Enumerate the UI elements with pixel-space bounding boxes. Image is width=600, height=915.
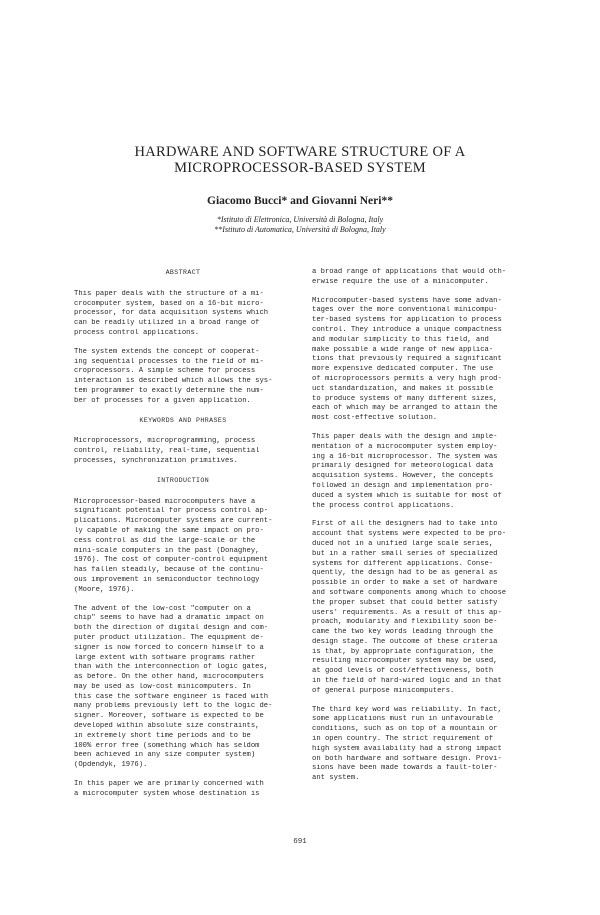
right-column xyxy=(312,268,530,793)
affiliation-2: **Istituto di Automatica, Università di Bologna, Italy xyxy=(214,225,386,234)
text-line: each of which may be arranged to attain the xyxy=(312,404,498,413)
continuation-paragraph xyxy=(312,268,530,288)
intro-paragraph-3 xyxy=(74,780,292,800)
text-line: duced not in a unified large scale series, xyxy=(312,539,494,548)
text-line: been achieved in any size computer system) xyxy=(74,751,256,760)
text-line: a microcomputer system whose destination is xyxy=(74,789,260,798)
text-line: Microprocessor-based microcomputers have a xyxy=(74,497,256,506)
body-paragraph-2 xyxy=(312,433,530,511)
text-line: the process control applications. xyxy=(312,501,455,510)
keywords-heading: KEYWORDS AND PHRASES xyxy=(139,416,227,424)
text-line: sions have been made towards a fault-toler- xyxy=(312,764,498,773)
text-line: ing sequential processes to the field of mi- xyxy=(74,357,264,366)
text-line: make possible a wide range of new applica- xyxy=(312,345,494,354)
text-line: some applications must run in unfavourable xyxy=(312,715,494,724)
text-line: The system extends the concept of cooperat- xyxy=(74,347,260,356)
title-line-2: MICROPROCESSOR-BASED SYSTEM xyxy=(174,160,426,176)
authors: Giacomo Bucci* and Giovanni Neri** xyxy=(207,195,393,207)
text-line: crocomputer system, based on a 16-bit micro- xyxy=(74,299,264,308)
text-line: signer is now forced to concern himself to a xyxy=(74,643,264,652)
body-paragraph-4 xyxy=(312,706,530,784)
text-line: This paper deals with the design and imple- xyxy=(312,432,498,441)
text-line: followed in design and implementation pro- xyxy=(312,481,494,490)
abstract-heading: ABSTRACT xyxy=(165,269,201,276)
text-line: the proper subset that could better satisfy xyxy=(312,598,498,607)
text-line: chip" seems to have had a dramatic impact on xyxy=(74,614,264,623)
text-line: tages over the more conventional minicompu- xyxy=(312,306,498,315)
body-paragraph-3 xyxy=(312,520,530,696)
text-line: mentation of a microcomputer system employ- xyxy=(312,442,498,451)
text-line: came the two key words leading through the xyxy=(312,628,494,637)
text-line: processor, for data acquisition systems which xyxy=(74,309,269,318)
text-line: ing a 16-bit microprocessor. The system was xyxy=(312,452,498,461)
text-line: interaction is described which allows the sys- xyxy=(74,377,273,386)
text-line: duced a system which is suitable for most of xyxy=(312,491,502,500)
text-line: in the field of hard-wired logic and in that xyxy=(312,677,502,686)
text-line: in extremely short time periods and to be xyxy=(74,731,251,740)
text-line: In this paper we are primarly concerned with xyxy=(74,780,264,789)
text-line: of microprocessors permits a very high prod- xyxy=(312,374,502,383)
text-line: both the direction of digital design and com- xyxy=(74,624,269,633)
text-line: processes, synchronization primitives. xyxy=(74,456,238,465)
text-line: in open country. The strict requirement of xyxy=(312,735,494,744)
text-line: tions that previously required a significant xyxy=(312,355,502,364)
text-line: ant system. xyxy=(312,774,360,783)
abstract-paragraph-2 xyxy=(74,348,292,407)
text-line: is that, by appropriate configuration, the xyxy=(312,647,494,656)
text-line: has fallen steadily, because of the continu- xyxy=(74,566,264,575)
text-line: developed within absolute size constraints, xyxy=(74,722,260,731)
text-line: mini-scale computers in the past (Donaghey, xyxy=(74,546,260,555)
text-line: This paper deals with the structure of a mi- xyxy=(74,289,264,298)
text-line: more expensive dedicated computer. The use xyxy=(312,365,494,374)
text-line: and software components among which to choose xyxy=(312,588,507,597)
text-line: and modular simplicity to this field, and xyxy=(312,335,489,344)
text-line: Microprocessors, microprogramming, process xyxy=(74,437,256,446)
text-line: control. They introduce a unique compactness xyxy=(312,325,502,334)
text-line: of general purpose minicomputers. xyxy=(312,686,455,695)
text-line: but in a rather small series of specialized xyxy=(312,549,498,558)
text-line: 100% error free (something which has seldom xyxy=(74,741,260,750)
page-number: 691 xyxy=(293,838,307,846)
affiliation-1: *Istituto di Elettronica, Università di Bologna, Italy xyxy=(216,215,384,224)
text-line: than with the interconnection of logic gates, xyxy=(74,663,269,672)
left-column xyxy=(74,268,292,809)
text-line: signer. Moreover, software is expected to be xyxy=(74,712,264,721)
text-line: erwise require the use of a minicomputer. xyxy=(312,277,489,286)
text-line: The third key word was reliability. In fact, xyxy=(312,705,502,714)
text-line: large extent with software programs rather xyxy=(74,653,256,662)
text-line: as before. On the other hand, microcomputers xyxy=(74,673,264,682)
text-line: ous improvement in semiconductor technology xyxy=(74,575,260,584)
text-line: control, reliability, real-time, sequential xyxy=(74,447,260,456)
title-line-1: HARDWARE AND SOFTWARE STRUCTURE OF A xyxy=(134,144,466,160)
text-line: Microcomputer-based systems have some advan- xyxy=(312,296,502,305)
text-line: most cost-effective solution. xyxy=(312,414,438,423)
text-line: proach, modularity and flexibility soon be- xyxy=(312,618,498,627)
text-line: may be used as low-cost minicomputers. In xyxy=(74,682,251,691)
text-line: at good levels of cost/effectiveness, both xyxy=(312,667,494,676)
text-line: quently, the design had to be as general as xyxy=(312,569,498,578)
text-line: cess control as did the large-scale or the xyxy=(74,536,256,545)
introduction-heading: INTRODUCTION xyxy=(156,476,210,484)
text-line: process control applications. xyxy=(74,328,200,337)
text-line: systems for different applications. Conse- xyxy=(312,559,494,568)
abstract-paragraph-1 xyxy=(74,290,292,339)
text-line: tem programmer to exactly determine the num- xyxy=(74,386,264,395)
text-line: ter-based systems for application to process xyxy=(312,316,502,325)
text-line: (Moore, 1976). xyxy=(74,585,135,594)
text-line: design stage. The outcome of these criteria xyxy=(312,637,498,646)
text-line: The advent of the low-cost "computer on a xyxy=(74,604,251,613)
text-line: many problems previously left to the logic de- xyxy=(74,702,273,711)
text-line: uct standardization, and makes it possible xyxy=(312,384,494,393)
text-line: croprocessors. A simple scheme for process xyxy=(74,367,256,376)
text-line: First of all the designers had to take into xyxy=(312,520,498,529)
text-line: to produce systems of many different sizes, xyxy=(312,394,498,403)
text-line: (Opdendyk, 1976). xyxy=(74,761,148,770)
text-line: possible in order to make a set of hardware xyxy=(312,579,498,588)
keywords-paragraph xyxy=(74,437,292,466)
paper-title xyxy=(0,144,600,176)
text-line: resulting microcomputer system may be used, xyxy=(312,657,498,666)
text-line: account that systems were expected to be pro- xyxy=(312,530,507,539)
text-line: ber of processes for a given application. xyxy=(74,396,251,405)
text-line: users' requirements. As a result of this ap- xyxy=(312,608,502,617)
affiliations xyxy=(0,215,600,235)
text-line: acquisition systems. However, the concepts xyxy=(312,472,494,481)
text-line: puter product utilization. The equipment de- xyxy=(74,633,264,642)
text-line: 1976). The cost of computer-control equipment xyxy=(74,556,269,565)
text-line: a broad range of applications that would oth- xyxy=(312,268,507,276)
body-paragraph-1 xyxy=(312,297,530,424)
text-line: this case the software engineer is faced with xyxy=(74,692,269,701)
text-line: can be readily utilized in a broad range of xyxy=(74,319,260,328)
text-line: on both hardware and software design. Provi- xyxy=(312,754,502,763)
text-line: primarily designed for meteorological data xyxy=(312,462,494,471)
intro-paragraph-2 xyxy=(74,605,292,772)
intro-paragraph-1 xyxy=(74,498,292,596)
text-line: significant potential for process control ap- xyxy=(74,507,269,516)
text-line: high system availability had a strong impact xyxy=(312,744,502,753)
text-line: plications. Microcomputer systems are current- xyxy=(74,517,273,526)
text-line: conditions, such as on top of a mountain or xyxy=(312,725,498,734)
text-line: ly capable of making the same impact on pro- xyxy=(74,526,264,535)
